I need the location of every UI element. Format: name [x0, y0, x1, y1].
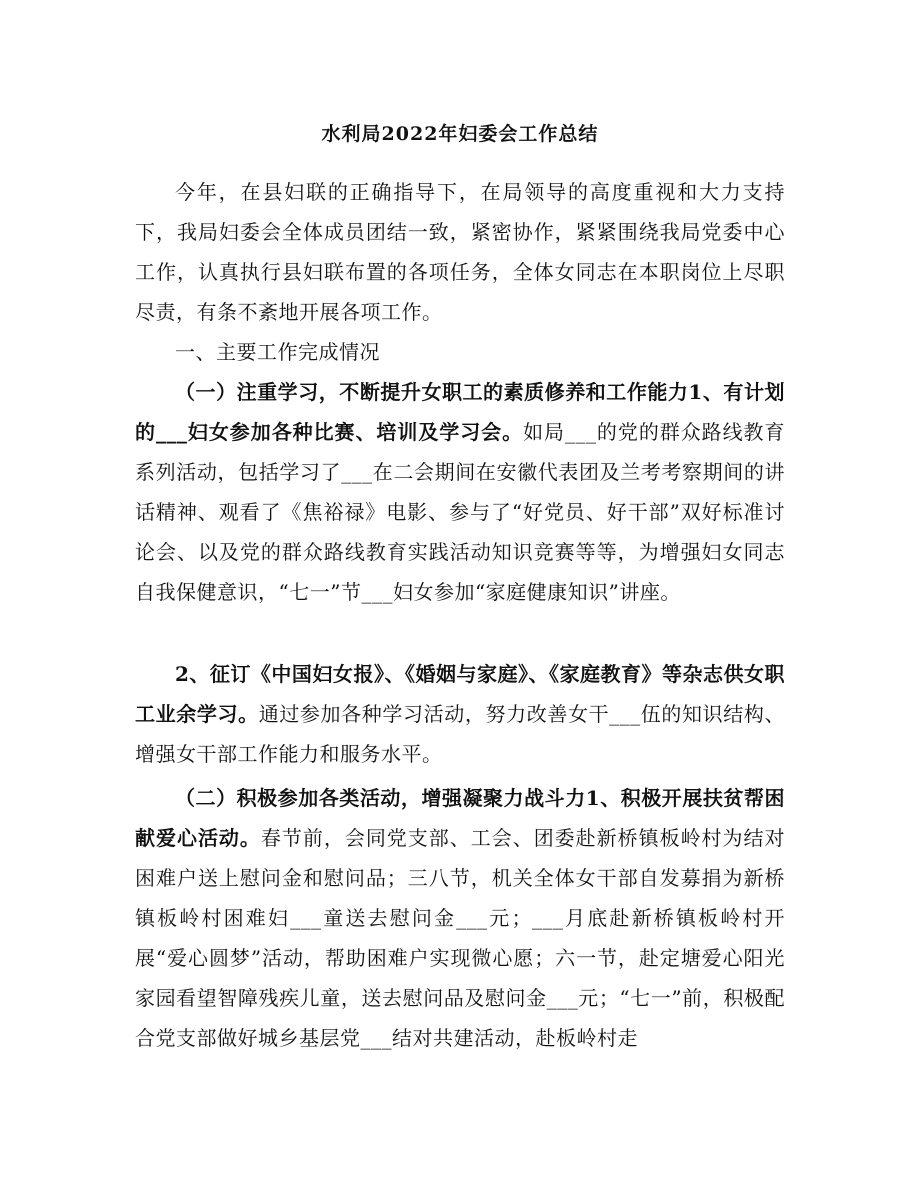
subsection-1-heading: （一）注重学习，不断提升女职工的素质修养和工作能力1、有计划的___妇女参加各种比赛、培训及学习会。	[135, 380, 785, 444]
item-2-paragraph	[135, 654, 785, 774]
subsection-2-text: 春节前，会同党支部、工会、团委赴新桥镇板岭村为结对困难户送上慰问金和慰问品；三八节，机关全体女干部自发募捐为新桥镇板岭村困难妇___童送去慰问金___元；___月底赴新桥镇板岭村开展“爱心圆梦”活动，帮助困难户实现微心愿；六一节，赴定塘爱心阳光家园看望智障残疾儿童，送去慰问品及慰问金___元；“七一”前，积极配合党支部做好城乡基层党___结对共建活动，赴板岭村走	[135, 826, 786, 1050]
item-2-heading: 2、征订《中国妇女报》、《婚姻与家庭》、《家庭教育》等杂志供女职工业余学习。	[135, 662, 785, 726]
subsection-2-block	[135, 778, 785, 1058]
item-2-block	[135, 654, 785, 774]
section-1-block	[135, 332, 785, 372]
section-1-heading: 一、主要工作完成情况	[175, 340, 380, 364]
subsection-2-heading: （二）积极参加各类活动，增强凝聚力战斗力1、积极开展扶贫帮困献爱心活动。	[135, 786, 785, 850]
document-title: 水利局2022年妇委会工作总结	[321, 123, 599, 145]
subsection-2-paragraph	[135, 778, 785, 1058]
intro-block	[135, 172, 785, 332]
subsection-1-paragraph	[135, 372, 785, 612]
intro-paragraph: 今年，在县妇联的正确指导下，在局领导的高度重视和大力支持下，我局妇委会全体成员团结一致，紧密协作，紧紧围绕我局党委中心工作，认真执行县妇联布置的各项任务，全体女同志在本职岗位上尽职尽责，有条不紊地开展各项工作。	[135, 180, 785, 324]
item-2-text: 通过参加各种学习活动，努力改善女干___伍的知识结构、增强女干部工作能力和服务水平。	[135, 702, 786, 766]
subsection-1-block	[135, 372, 785, 612]
subsection-1-text: 如局___的党的群众路线教育系列活动，包括学习了___在二会期间在安徽代表团及兰考考察期间的讲话精神、观看了《焦裕禄》电影、参与了“好党员、好干部”双好标准讨论会、以及党的群众路线教育实践活动知识竞赛等等，为增强妇女同志自我保健意识，“七一”节___妇女参加“家庭健康知识”讲座。	[135, 420, 786, 604]
